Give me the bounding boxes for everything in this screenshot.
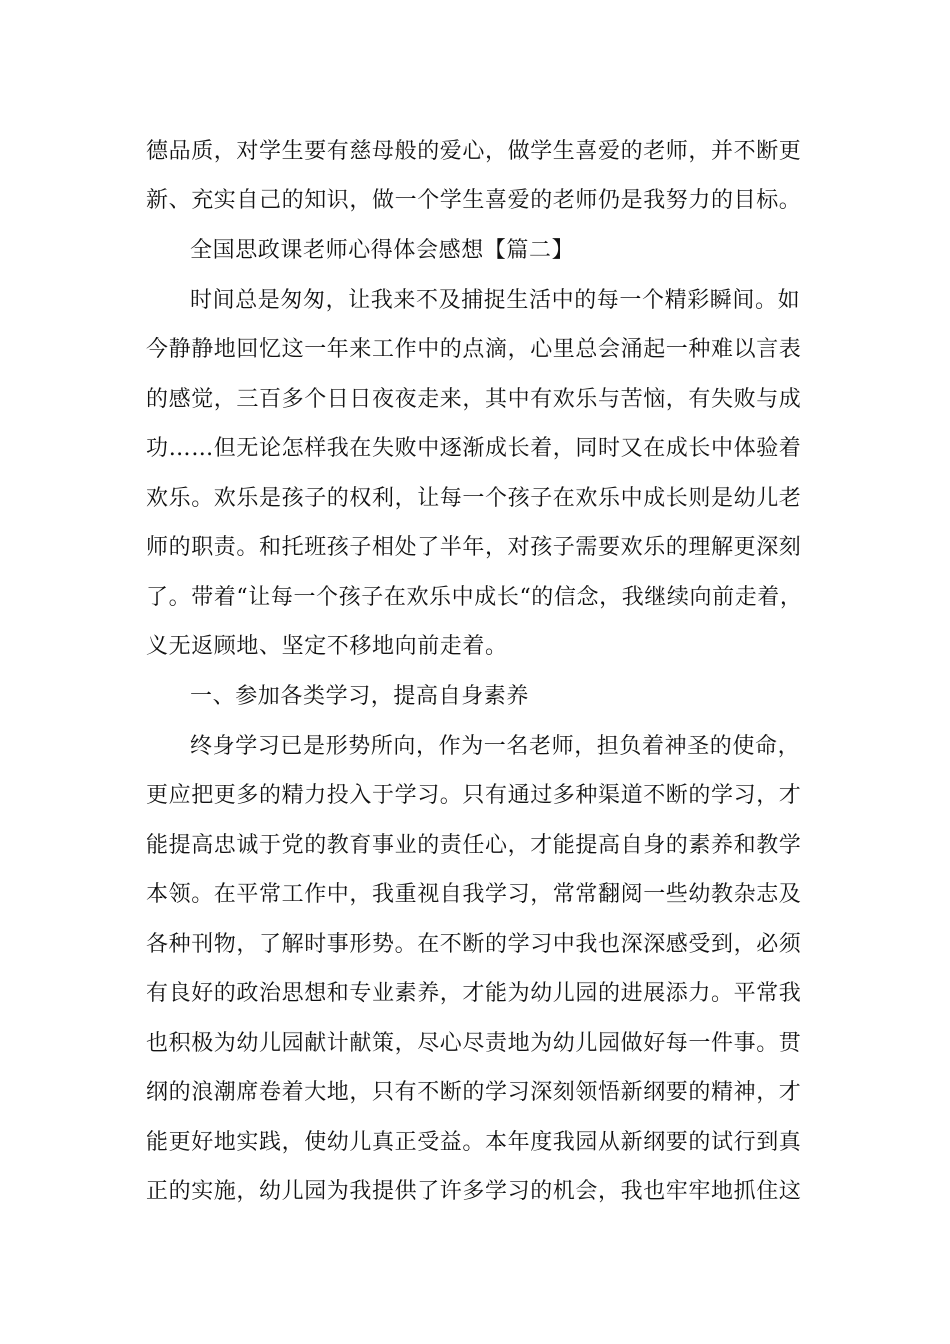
text-line: 欢乐。欢乐是孩子的权利，让每一个孩子在欢乐中成长则是幼儿老 [146, 486, 802, 511]
text-line: 今静静地回忆这一年来工作中的点滴，心里总会涌起一种难以言表 [146, 337, 802, 362]
text-line: 能提高忠诚于党的教育事业的责任心，才能提高自身的素养和教学 [146, 833, 802, 858]
text-line: 有良好的政治思想和专业素养，才能为幼儿园的进展添力。平常我 [146, 981, 802, 1006]
text-line: 纲的浪潮席卷着大地，只有不断的学习深刻领悟新纲要的精神，才 [146, 1080, 802, 1105]
text-line: 本领。在平常工作中，我重视自我学习，常常翻阅一些幼教杂志及 [146, 882, 802, 907]
text-line: 的感觉，三百多个日日夜夜走来，其中有欢乐与苦恼，有失败与成 [146, 387, 802, 412]
text-line: 也积极为幼儿园献计献策，尽心尽责地为幼儿园做好每一件事。贯 [146, 1031, 802, 1056]
text-line: 功……但无论怎样我在失败中逐渐成长着，同时又在成长中体验着 [146, 436, 802, 461]
text-line: 更应把更多的精力投入于学习。只有通过多种渠道不断的学习，才 [146, 783, 802, 808]
text-line: 义无返顾地、坚定不移地向前走着。 [146, 634, 508, 659]
text-line: 正的实施，幼儿园为我提供了许多学习的机会，我也牢牢地抓住这 [146, 1179, 802, 1204]
text-line: 时间总是匆匆，让我来不及捕捉生活中的每一个精彩瞬间。如 [190, 288, 801, 313]
text-line: 各种刊物，了解时事形势。在不断的学习中我也深深感受到，必须 [146, 932, 802, 957]
subsection-heading: 一、参加各类学习，提高自身素养 [190, 684, 530, 709]
section-heading: 全国思政课老师心得体会感想【篇二】 [190, 238, 575, 263]
text-line: 能更好地实践，使幼儿真正受益。本年度我园从新纲要的试行到真 [146, 1130, 802, 1155]
text-line: 了。带着“让每一个孩子在欢乐中成长“的信念，我继续向前走着， [146, 585, 803, 610]
text-line: 师的职责。和托班孩子相处了半年，对孩子需要欢乐的理解更深刻 [146, 535, 802, 560]
text-line: 德品质，对学生要有慈母般的爱心，做学生喜爱的老师，并不断更 [146, 139, 802, 164]
text-line: 新、充实自己的知识，做一个学生喜爱的老师仍是我努力的目标。 [146, 188, 802, 213]
text-line: 终身学习已是形势所向，作为一名老师，担负着神圣的使命， [190, 734, 801, 759]
